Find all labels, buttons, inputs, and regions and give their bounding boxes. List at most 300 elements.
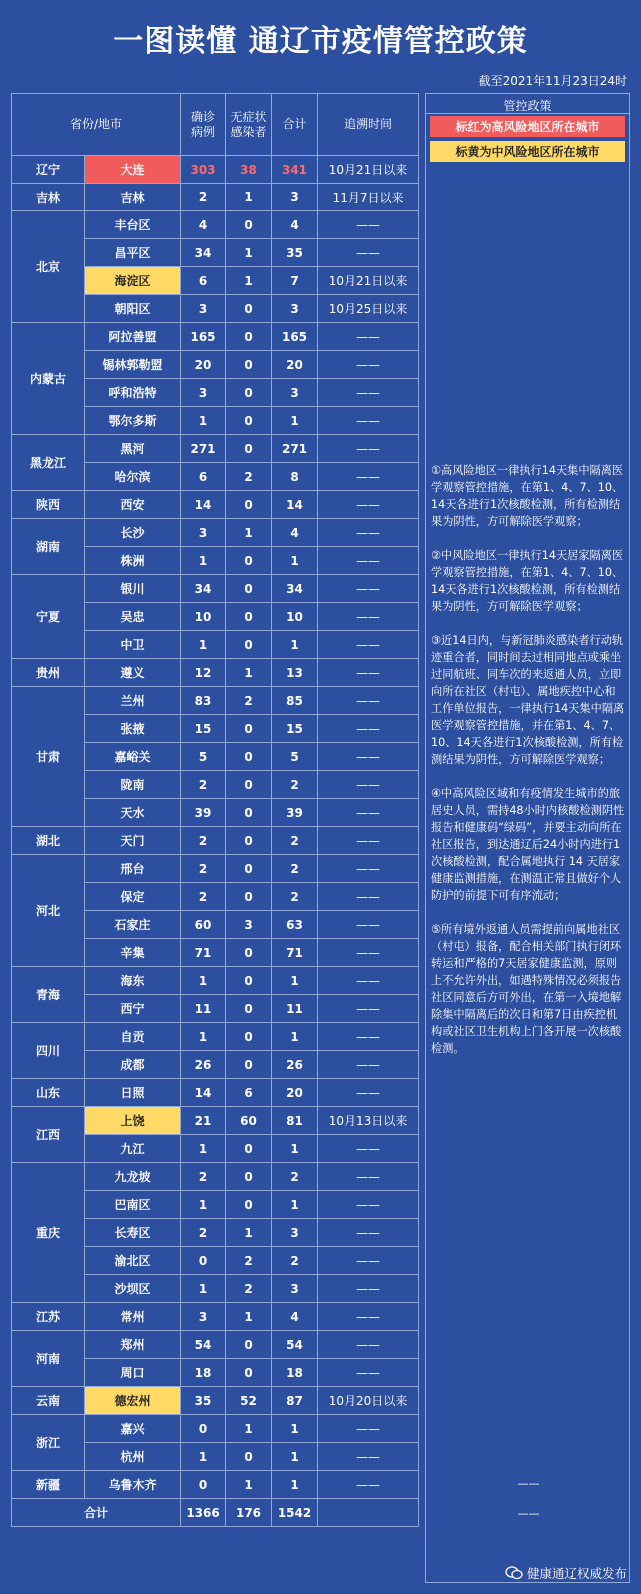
city-cell: 朝阳区 <box>85 295 181 323</box>
table-row <box>12 1331 419 1359</box>
table-row <box>12 827 419 855</box>
confirmed-cell: 5 <box>181 743 226 771</box>
table-row <box>12 1415 419 1443</box>
total-cell: 85 <box>272 687 318 715</box>
province-cell: 贵州 <box>12 659 85 687</box>
total-cell: 20 <box>272 351 318 379</box>
asymptomatic-cell: 1 <box>226 1303 272 1331</box>
legend-high-risk: 标红为高风险地区所在城市 <box>430 116 625 137</box>
confirmed-cell: 1 <box>181 1135 226 1163</box>
header-trace: 追溯时间 <box>318 94 419 156</box>
total-cell: 81 <box>272 1107 318 1135</box>
city-cell: 遵义 <box>85 659 181 687</box>
city-cell: 海淀区 <box>85 267 181 295</box>
asymptomatic-cell: 2 <box>226 1275 272 1303</box>
city-cell: 德宏州 <box>85 1387 181 1415</box>
province-cell: 重庆 <box>12 1163 85 1303</box>
confirmed-cell: 26 <box>181 1051 226 1079</box>
trace-cell: —— <box>318 659 419 687</box>
total-cell: 4 <box>272 1303 318 1331</box>
total-cell: 2 <box>272 771 318 799</box>
city-cell: 陇南 <box>85 771 181 799</box>
confirmed-cell: 303 <box>181 156 226 184</box>
trace-cell: —— <box>318 407 419 435</box>
confirmed-cell: 3 <box>181 519 226 547</box>
trace-cell: —— <box>318 575 419 603</box>
trace-cell: —— <box>318 351 419 379</box>
trace-cell: 10月21日以来 <box>318 267 419 295</box>
city-cell: 长沙 <box>85 519 181 547</box>
city-cell: 株洲 <box>85 547 181 575</box>
confirmed-cell: 1 <box>181 631 226 659</box>
confirmed-cell: 34 <box>181 239 226 267</box>
confirmed-cell: 0 <box>181 1415 226 1443</box>
table-row <box>12 435 419 463</box>
asymptomatic-cell: 0 <box>226 1135 272 1163</box>
header-asymptomatic <box>226 94 272 156</box>
province-cell: 山东 <box>12 1079 85 1107</box>
trace-cell: —— <box>318 239 419 267</box>
city-cell: 长寿区 <box>85 1219 181 1247</box>
total-cell: 1 <box>272 547 318 575</box>
trace-cell: —— <box>318 323 419 351</box>
trace-cell: —— <box>318 1135 419 1163</box>
confirmed-cell: 1 <box>181 1023 226 1051</box>
wechat-icon <box>505 1566 523 1580</box>
total-cell: 4 <box>272 211 318 239</box>
header-confirmed <box>181 94 226 156</box>
trace-cell: —— <box>318 519 419 547</box>
asymptomatic-cell: 0 <box>226 995 272 1023</box>
confirmed-cell: 2 <box>181 827 226 855</box>
confirmed-cell: 2 <box>181 855 226 883</box>
trace-cell: 10月13日以来 <box>318 1107 419 1135</box>
confirmed-cell: 10 <box>181 603 226 631</box>
trace-cell: —— <box>318 1471 419 1499</box>
city-cell: 哈尔滨 <box>85 463 181 491</box>
confirmed-cell: 0 <box>181 1471 226 1499</box>
city-cell: 日照 <box>85 1079 181 1107</box>
total-cell: 26 <box>272 1051 318 1079</box>
header-total: 合计 <box>272 94 318 156</box>
trace-cell: —— <box>318 603 419 631</box>
asymptomatic-cell: 0 <box>226 351 272 379</box>
asymptomatic-cell: 0 <box>226 1359 272 1387</box>
confirmed-cell: 18 <box>181 1359 226 1387</box>
trace-cell: —— <box>318 1219 419 1247</box>
city-cell: 锡林郭勒盟 <box>85 351 181 379</box>
trace-cell: —— <box>318 827 419 855</box>
trace-cell: —— <box>318 435 419 463</box>
brand-name: 健康通辽权威发布 <box>526 1566 627 1581</box>
city-cell: 邢台 <box>85 855 181 883</box>
trace-cell: —— <box>318 1079 419 1107</box>
trace-cell: —— <box>318 1051 419 1079</box>
asymptomatic-cell: 1 <box>226 184 272 211</box>
confirmed-cell: 71 <box>181 939 226 967</box>
confirmed-cell: 1 <box>181 1275 226 1303</box>
confirmed-cell: 39 <box>181 799 226 827</box>
totals-confirmed: 1366 <box>181 1499 226 1527</box>
trace-cell: —— <box>318 631 419 659</box>
total-cell: 1 <box>272 1191 318 1219</box>
province-cell: 四川 <box>12 1023 85 1079</box>
confirmed-cell: 165 <box>181 323 226 351</box>
policy-text: ①高风险地区一律执行14天集中隔离医学观察管控措施，在第1、4、7、10、14天各进行1次核酸检测，所有检测结果为阴性，方可解除医学观察； ②中风险地区一律执行14天居家隔离医学观察管控措施，在第1、4、7、10、14天各进行1次核酸检测，所有检测结果为阴性，方可解除医学观察； ③近14日内，与新冠肺炎感染者行动轨迹重合者，同时间去过相同地点或乘坐过同航班、同车次的来返通人员，立即向所在社区（村屯）、属地疾控中心和工作单位报告，一律执行14天集中隔离医学观察管控措施，并在第1、4、7、10、14天各进行1次核酸检测，所有检测结果为阴性，方可解除医学观察； ④中高风险区域和有疫情发生城市的旅居史人员，需持48小时内核酸检测阴性报告和健康码“绿码”，并要主动向所在社区报告，到达通辽后24小时内进行1次核酸检测，配合属地执行 14 天居家健康监测措施，在测温正常且做好个人防护的前提下可有序流动； ⑤所有境外返通人员需提前向属地社区（村屯）报备，配合相关部门执行闭环转运和严格的7天居家健康监测，原则上不允许外出，如遇特殊情况必须报告社区同意后方可外出，在第一入境地解除集中隔离后的次日和第7日由疾控机构或社区卫生机构上门各开展一次核酸检测。 <box>431 464 625 1055</box>
totals-asymptomatic: 176 <box>226 1499 272 1527</box>
confirmed-cell: 2 <box>181 1219 226 1247</box>
total-cell: 165 <box>272 323 318 351</box>
confirmed-cell: 1 <box>181 967 226 995</box>
asymptomatic-cell: 1 <box>226 1471 272 1499</box>
total-cell: 87 <box>272 1387 318 1415</box>
totals-label: 合计 <box>12 1499 181 1527</box>
asymptomatic-cell: 0 <box>226 855 272 883</box>
province-cell: 浙江 <box>12 1415 85 1471</box>
table-row <box>12 323 419 351</box>
city-cell: 阿拉善盟 <box>85 323 181 351</box>
confirmed-cell: 14 <box>181 1079 226 1107</box>
total-cell: 1 <box>272 967 318 995</box>
trace-cell: 11月7日以来 <box>318 184 419 211</box>
confirmed-cell: 3 <box>181 379 226 407</box>
province-cell: 吉林 <box>12 184 85 211</box>
asymptomatic-cell: 0 <box>226 799 272 827</box>
trace-cell: —— <box>318 1163 419 1191</box>
total-cell: 1 <box>272 1023 318 1051</box>
total-cell: 2 <box>272 1247 318 1275</box>
total-cell: 3 <box>272 1275 318 1303</box>
province-cell: 河南 <box>12 1331 85 1387</box>
header-region: 省份/地市 <box>12 94 181 156</box>
confirmed-cell: 14 <box>181 491 226 519</box>
confirmed-cell: 35 <box>181 1387 226 1415</box>
table-row <box>12 967 419 995</box>
table-row <box>12 156 419 184</box>
trace-cell: —— <box>318 1275 419 1303</box>
table-row <box>12 575 419 603</box>
trace-cell: 10月20日以来 <box>318 1387 419 1415</box>
city-cell: 上饶 <box>85 1107 181 1135</box>
asymptomatic-cell: 2 <box>226 687 272 715</box>
asymptomatic-cell: 0 <box>226 295 272 323</box>
trace-cell: —— <box>318 883 419 911</box>
city-cell: 呼和浩特 <box>85 379 181 407</box>
total-cell: 18 <box>272 1359 318 1387</box>
total-cell: 1 <box>272 407 318 435</box>
confirmed-cell: 1 <box>181 547 226 575</box>
confirmed-cell: 12 <box>181 659 226 687</box>
trace-cell: 10月25日以来 <box>318 295 419 323</box>
city-cell: 沙坝区 <box>85 1275 181 1303</box>
policy-panel <box>425 93 630 1583</box>
province-cell: 河北 <box>12 855 85 967</box>
asymptomatic-cell: 0 <box>226 939 272 967</box>
header-confirmed-text: 确诊病例 <box>191 109 216 139</box>
confirmed-cell: 83 <box>181 687 226 715</box>
trace-cell: —— <box>318 911 419 939</box>
asymptomatic-cell: 0 <box>226 743 272 771</box>
asymptomatic-cell: 0 <box>226 1051 272 1079</box>
total-cell: 14 <box>272 491 318 519</box>
asymptomatic-cell: 2 <box>226 1247 272 1275</box>
asymptomatic-cell: 0 <box>226 1163 272 1191</box>
asymptomatic-cell: 0 <box>226 407 272 435</box>
total-cell: 4 <box>272 519 318 547</box>
city-cell: 嘉兴 <box>85 1415 181 1443</box>
trace-cell: —— <box>318 995 419 1023</box>
asymptomatic-cell: 0 <box>226 575 272 603</box>
city-cell: 周口 <box>85 1359 181 1387</box>
asymptomatic-cell: 1 <box>226 519 272 547</box>
city-cell: 自贡 <box>85 1023 181 1051</box>
asymptomatic-cell: 0 <box>226 211 272 239</box>
table-row <box>12 1387 419 1415</box>
city-cell: 张掖 <box>85 715 181 743</box>
trace-cell: —— <box>318 491 419 519</box>
table-row <box>12 1079 419 1107</box>
asymptomatic-cell: 0 <box>226 715 272 743</box>
total-cell: 1 <box>272 631 318 659</box>
header-asymptomatic-text: 无症状感染者 <box>230 109 267 139</box>
totals-trace <box>318 1499 419 1527</box>
table-row <box>12 184 419 211</box>
total-cell: 1 <box>272 1471 318 1499</box>
table-row <box>12 659 419 687</box>
total-cell: 15 <box>272 715 318 743</box>
trace-cell: —— <box>318 715 419 743</box>
trace-cell: —— <box>318 855 419 883</box>
city-cell: 中卫 <box>85 631 181 659</box>
trace-cell: —— <box>318 743 419 771</box>
province-cell: 湖北 <box>12 827 85 855</box>
brand-watermark <box>505 1564 627 1582</box>
asymptomatic-cell: 52 <box>226 1387 272 1415</box>
trace-cell: —— <box>318 1023 419 1051</box>
province-cell: 黑龙江 <box>12 435 85 491</box>
trace-cell: —— <box>318 1443 419 1471</box>
policy-header: 管控政策 <box>426 94 629 114</box>
total-cell: 71 <box>272 939 318 967</box>
table-row <box>12 1107 419 1135</box>
trace-cell: —— <box>318 799 419 827</box>
total-cell: 1 <box>272 1415 318 1443</box>
province-cell: 宁夏 <box>12 575 85 659</box>
asymptomatic-cell: 6 <box>226 1079 272 1107</box>
total-cell: 2 <box>272 1163 318 1191</box>
table-header <box>12 94 419 156</box>
trace-cell: —— <box>318 1303 419 1331</box>
confirmed-cell: 2 <box>181 1163 226 1191</box>
province-cell: 湖南 <box>12 519 85 575</box>
city-cell: 吉林 <box>85 184 181 211</box>
total-cell: 8 <box>272 463 318 491</box>
trace-cell: —— <box>318 463 419 491</box>
asymptomatic-cell: 38 <box>226 156 272 184</box>
city-cell: 海东 <box>85 967 181 995</box>
total-cell: 3 <box>272 184 318 211</box>
asymptomatic-cell: 0 <box>226 491 272 519</box>
city-cell: 巴南区 <box>85 1191 181 1219</box>
asymptomatic-cell: 0 <box>226 547 272 575</box>
total-cell: 2 <box>272 827 318 855</box>
confirmed-cell: 4 <box>181 211 226 239</box>
total-cell: 54 <box>272 1331 318 1359</box>
province-cell: 青海 <box>12 967 85 1023</box>
table-row <box>12 1471 419 1499</box>
city-cell: 成都 <box>85 1051 181 1079</box>
city-cell: 嘉峪关 <box>85 743 181 771</box>
confirmed-cell: 2 <box>181 883 226 911</box>
trace-cell: —— <box>318 967 419 995</box>
trace-cell: —— <box>318 687 419 715</box>
as-of-date: 截至2021年11月23日24时 <box>478 74 627 88</box>
city-cell: 天门 <box>85 827 181 855</box>
case-table <box>11 93 419 1527</box>
total-cell: 3 <box>272 1219 318 1247</box>
asymptomatic-cell: 2 <box>226 463 272 491</box>
asymptomatic-cell: 0 <box>226 827 272 855</box>
city-cell: 昌平区 <box>85 239 181 267</box>
confirmed-cell: 271 <box>181 435 226 463</box>
total-cell: 2 <box>272 855 318 883</box>
asymptomatic-cell: 1 <box>226 1219 272 1247</box>
total-cell: 13 <box>272 659 318 687</box>
total-cell: 35 <box>272 239 318 267</box>
confirmed-cell: 2 <box>181 771 226 799</box>
confirmed-cell: 20 <box>181 351 226 379</box>
city-cell: 保定 <box>85 883 181 911</box>
totals-total: 1542 <box>272 1499 318 1527</box>
table-row <box>12 1023 419 1051</box>
total-cell: 39 <box>272 799 318 827</box>
asymptomatic-cell: 3 <box>226 911 272 939</box>
confirmed-cell: 60 <box>181 911 226 939</box>
confirmed-cell: 3 <box>181 1303 226 1331</box>
asymptomatic-cell: 0 <box>226 883 272 911</box>
confirmed-cell: 0 <box>181 1247 226 1275</box>
total-cell: 3 <box>272 295 318 323</box>
total-cell: 1 <box>272 1443 318 1471</box>
table-row <box>12 211 419 239</box>
city-cell: 九江 <box>85 1135 181 1163</box>
city-cell: 兰州 <box>85 687 181 715</box>
confirmed-cell: 1 <box>181 1443 226 1471</box>
total-cell: 11 <box>272 995 318 1023</box>
asymptomatic-cell: 0 <box>226 435 272 463</box>
province-cell: 甘肃 <box>12 687 85 827</box>
confirmed-cell: 21 <box>181 1107 226 1135</box>
city-cell: 鄂尔多斯 <box>85 407 181 435</box>
city-cell: 银川 <box>85 575 181 603</box>
asymptomatic-cell: 1 <box>226 239 272 267</box>
total-cell: 2 <box>272 883 318 911</box>
asymptomatic-cell: 0 <box>226 323 272 351</box>
total-cell: 1 <box>272 1135 318 1163</box>
asymptomatic-cell: 0 <box>226 771 272 799</box>
total-cell: 63 <box>272 911 318 939</box>
trace-cell: —— <box>318 939 419 967</box>
confirmed-cell: 6 <box>181 267 226 295</box>
asymptomatic-cell: 0 <box>226 1443 272 1471</box>
city-cell: 西安 <box>85 491 181 519</box>
asymptomatic-cell: 0 <box>226 967 272 995</box>
trace-cell: —— <box>318 379 419 407</box>
policy-dash-xinjiang: —— <box>517 1507 540 1520</box>
confirmed-cell: 54 <box>181 1331 226 1359</box>
asymptomatic-cell: 0 <box>226 1191 272 1219</box>
city-cell: 石家庄 <box>85 911 181 939</box>
total-cell: 341 <box>272 156 318 184</box>
confirmed-cell: 34 <box>181 575 226 603</box>
legend-mid-risk: 标黄为中风险地区所在城市 <box>430 141 625 162</box>
city-cell: 西宁 <box>85 995 181 1023</box>
confirmed-cell: 11 <box>181 995 226 1023</box>
total-cell: 3 <box>272 379 318 407</box>
trace-cell: —— <box>318 1359 419 1387</box>
confirmed-cell: 2 <box>181 184 226 211</box>
confirmed-cell: 3 <box>181 295 226 323</box>
city-cell: 渝北区 <box>85 1247 181 1275</box>
trace-cell: 10月21日以来 <box>318 156 419 184</box>
asymptomatic-cell: 0 <box>226 1331 272 1359</box>
city-cell: 常州 <box>85 1303 181 1331</box>
asymptomatic-cell: 1 <box>226 267 272 295</box>
table-row <box>12 855 419 883</box>
asymptomatic-cell: 1 <box>226 659 272 687</box>
trace-cell: —— <box>318 771 419 799</box>
province-cell: 云南 <box>12 1387 85 1415</box>
asymptomatic-cell: 1 <box>226 1415 272 1443</box>
province-cell: 江西 <box>12 1107 85 1163</box>
trace-cell: —— <box>318 1247 419 1275</box>
confirmed-cell: 15 <box>181 715 226 743</box>
total-cell: 34 <box>272 575 318 603</box>
confirmed-cell: 1 <box>181 407 226 435</box>
city-cell: 乌鲁木齐 <box>85 1471 181 1499</box>
total-cell: 10 <box>272 603 318 631</box>
total-cell: 271 <box>272 435 318 463</box>
trace-cell: —— <box>318 547 419 575</box>
city-cell: 黑河 <box>85 435 181 463</box>
trace-cell: —— <box>318 211 419 239</box>
confirmed-cell: 1 <box>181 1191 226 1219</box>
city-cell: 吴忠 <box>85 603 181 631</box>
province-cell: 新疆 <box>12 1471 85 1499</box>
table-body <box>12 156 419 1499</box>
city-cell: 辛集 <box>85 939 181 967</box>
province-cell: 陕西 <box>12 491 85 519</box>
city-cell: 郑州 <box>85 1331 181 1359</box>
total-cell: 20 <box>272 1079 318 1107</box>
policy-dash-zhejiang: —— <box>517 1477 540 1490</box>
table-row <box>12 1163 419 1191</box>
asymptomatic-cell: 0 <box>226 1023 272 1051</box>
asymptomatic-cell: 0 <box>226 603 272 631</box>
table-row <box>12 491 419 519</box>
total-cell: 7 <box>272 267 318 295</box>
asymptomatic-cell: 0 <box>226 379 272 407</box>
table-row <box>12 519 419 547</box>
page-title: 一图读懂 通辽市疫情管控政策 <box>113 24 528 59</box>
province-cell: 内蒙古 <box>12 323 85 435</box>
confirmed-cell: 6 <box>181 463 226 491</box>
city-cell: 天水 <box>85 799 181 827</box>
asymptomatic-cell: 0 <box>226 631 272 659</box>
total-cell: 5 <box>272 743 318 771</box>
city-cell: 杭州 <box>85 1443 181 1471</box>
totals-row <box>12 1499 419 1527</box>
